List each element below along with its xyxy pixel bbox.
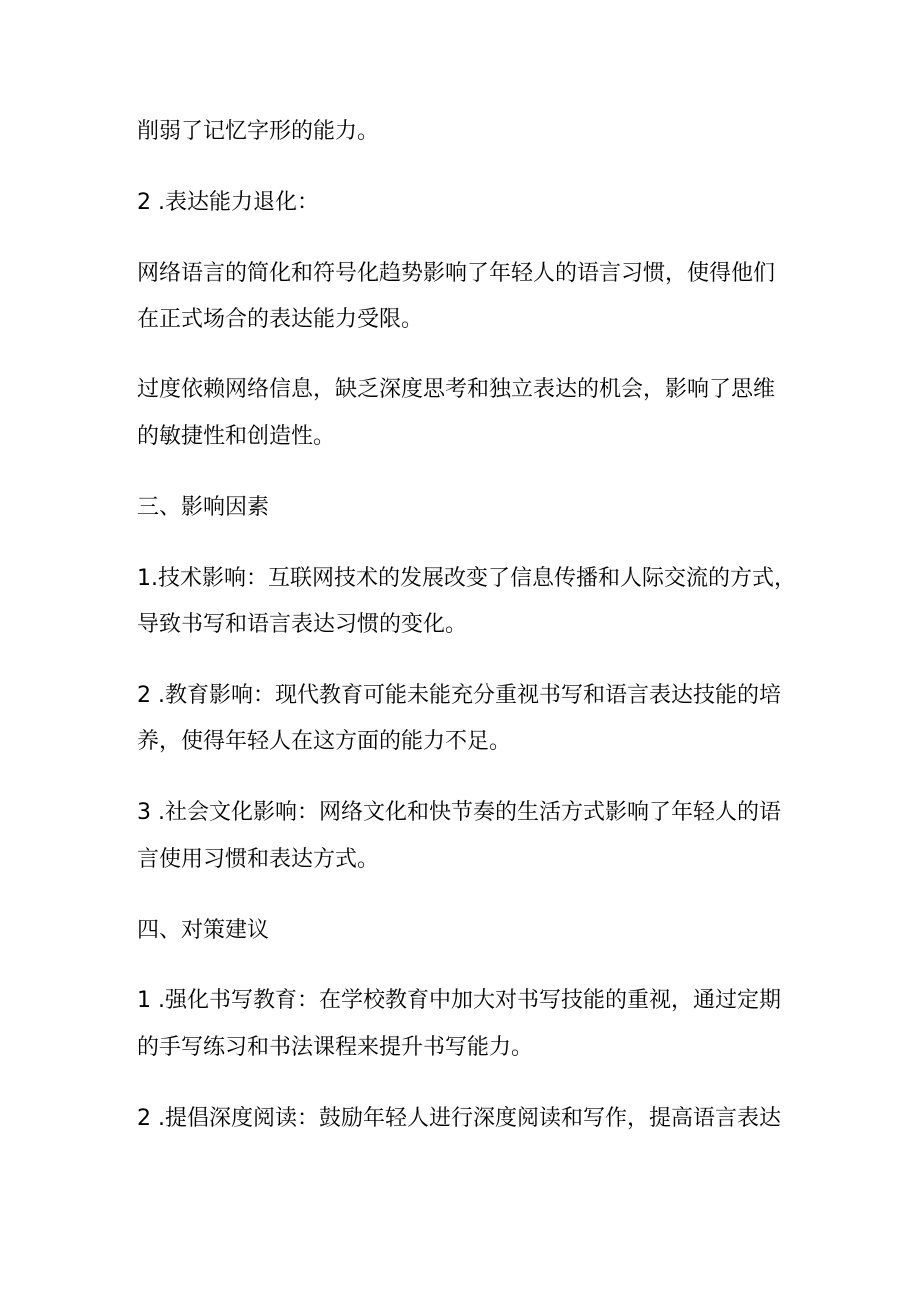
list-item: 2 .教育影响：现代教育可能未能充分重视书写和语言表达技能的培 bbox=[137, 683, 781, 708]
text-line: 在正式场合的表达能力受限。 bbox=[137, 307, 424, 332]
section-heading: 四、对策建议 bbox=[137, 918, 270, 943]
text-line: 言使用习惯和表达方式。 bbox=[137, 847, 380, 872]
list-item: 3 .社会文化影响：网络文化和快节奏的生活方式影响了年轻人的语 bbox=[137, 800, 781, 825]
text-line: 导致书写和语言表达习惯的变化。 bbox=[137, 612, 468, 637]
text-line: 的手写练习和书法课程来提升书写能力。 bbox=[137, 1035, 534, 1060]
list-item-heading: 2 .表达能力退化： bbox=[137, 190, 319, 215]
list-item: 1 .强化书写教育：在学校教育中加大对书写技能的重视，通过定期 bbox=[137, 988, 781, 1013]
text-line: 的敏捷性和创造性。 bbox=[137, 424, 336, 449]
text-line: 养，使得年轻人在这方面的能力不足。 bbox=[137, 729, 512, 754]
text-line: 网络语言的简化和符号化趋势影响了年轻人的语言习惯，使得他们 bbox=[137, 261, 776, 286]
section-heading: 三、影响因素 bbox=[137, 495, 270, 520]
text-line: 削弱了记忆字形的能力。 bbox=[137, 119, 380, 144]
text-line: 过度依赖网络信息，缺乏深度思考和独立表达的机会，影响了思维 bbox=[137, 377, 776, 402]
list-item: 2 .提倡深度阅读：鼓励年轻人进行深度阅读和写作，提高语言表达 bbox=[137, 1106, 781, 1131]
list-item: 1.技术影响：互联网技术的发展改变了信息传播和人际交流的方式， bbox=[137, 566, 796, 591]
